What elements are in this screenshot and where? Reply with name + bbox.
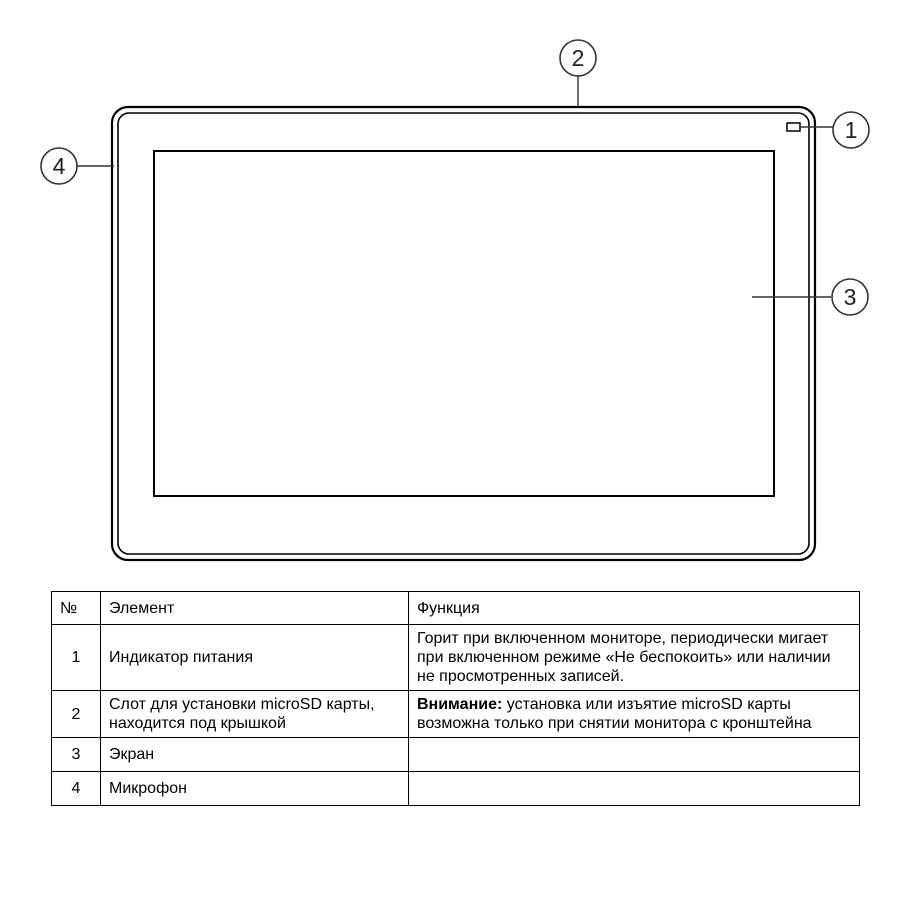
callout-2 xyxy=(560,40,596,107)
callout-1 xyxy=(800,112,869,148)
monitor-outer-frame xyxy=(112,107,815,560)
attention-label: Внимание: xyxy=(417,696,503,713)
power-indicator-led xyxy=(787,123,800,131)
row-element: Микрофон xyxy=(101,772,409,806)
callout-4 xyxy=(41,148,114,184)
row-number: 1 xyxy=(52,625,101,691)
table-row xyxy=(52,691,860,738)
header-function: Функция xyxy=(409,592,860,625)
row-number: 3 xyxy=(52,738,101,772)
table-header-row xyxy=(52,592,860,625)
table-row xyxy=(52,772,860,806)
header-number: № xyxy=(52,592,101,625)
row-function xyxy=(409,691,860,738)
monitor-inner-frame xyxy=(118,113,809,554)
row-element: Слот для установки microSD карты, находится под крышкой xyxy=(101,691,409,738)
elements-table xyxy=(51,591,860,806)
callout-3-label: 3 xyxy=(843,284,857,310)
callout-4-label: 4 xyxy=(52,153,66,179)
row-element: Индикатор питания xyxy=(101,625,409,691)
row-function xyxy=(409,772,860,806)
row-number: 4 xyxy=(52,772,101,806)
row-function: Горит при включенном мониторе, периодически мигает при включенном режиме «Не беспокоить» или наличии не просмотренных записей. xyxy=(409,625,860,691)
monitor-screen xyxy=(154,151,774,496)
table-row xyxy=(52,625,860,691)
row-function-text: установка или изъятие microSD карты возможна только при снятии монитора с кронштейна xyxy=(417,696,812,732)
table-row xyxy=(52,738,860,772)
callout-3 xyxy=(752,279,868,315)
callout-1-label: 1 xyxy=(844,117,858,143)
callout-2-label: 2 xyxy=(571,45,585,71)
row-element: Экран xyxy=(101,738,409,772)
header-element: Элемент xyxy=(101,592,409,625)
row-function xyxy=(409,738,860,772)
row-number: 2 xyxy=(52,691,101,738)
